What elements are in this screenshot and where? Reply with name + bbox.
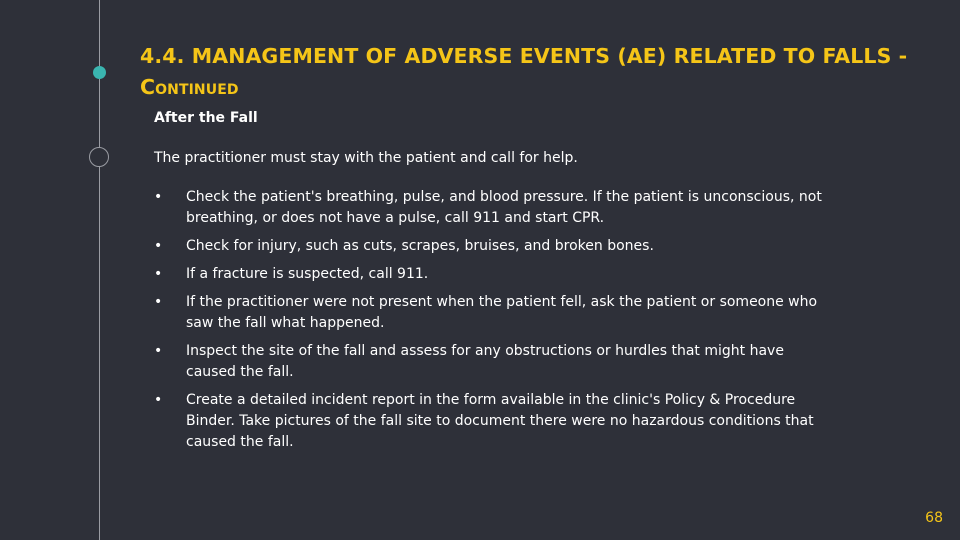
- bullet-item: [154, 264, 834, 285]
- bullet-text: Create a detailed incident report in the form available in the clinic's Policy & Procedure Binder. Take pictures of the fall site to document there were no hazardous conditions that caused the fall.: [186, 392, 814, 450]
- bullet-text: Check for injury, such as cuts, scrapes, bruises, and broken bones.: [186, 238, 654, 254]
- bullet-icon: •: [154, 294, 163, 310]
- slide-title-main: 4.4. MANAGEMENT OF ADVERSE EVENTS (AE) RELATED TO FALLS -: [140, 44, 908, 68]
- bullet-icon: •: [154, 189, 163, 205]
- bullet-item: [154, 187, 834, 229]
- bullet-item: [154, 341, 834, 383]
- page-number: 68: [925, 510, 943, 526]
- bullet-item: [154, 236, 834, 257]
- bullet-icon: •: [154, 392, 163, 408]
- section-subheading: After the Fall: [154, 110, 258, 126]
- bullet-text: Check the patient's breathing, pulse, and blood pressure. If the patient is unconscious, not breathing, or does not have a pulse, call 911 and start CPR.: [186, 189, 822, 226]
- bullet-text: If a fracture is suspected, call 911.: [186, 266, 429, 282]
- bullet-list: [154, 187, 834, 460]
- bullet-text: Inspect the site of the fall and assess for any obstructions or hurdles that might have caused the fall.: [186, 343, 784, 380]
- slide-title: [140, 41, 920, 103]
- timeline-marker-filled: [93, 66, 106, 79]
- bullet-item: [154, 390, 834, 453]
- timeline-line: [99, 0, 100, 540]
- bullet-icon: •: [154, 266, 163, 282]
- bullet-icon: •: [154, 343, 163, 359]
- timeline-marker-hollow: [89, 147, 109, 167]
- intro-text: The practitioner must stay with the patient and call for help.: [154, 150, 578, 166]
- bullet-icon: •: [154, 238, 163, 254]
- bullet-text: If the practitioner were not present when the patient fell, ask the patient or someone who saw the fall what happened.: [186, 294, 818, 331]
- bullet-item: [154, 292, 834, 334]
- slide-title-continued: Continued: [140, 75, 239, 99]
